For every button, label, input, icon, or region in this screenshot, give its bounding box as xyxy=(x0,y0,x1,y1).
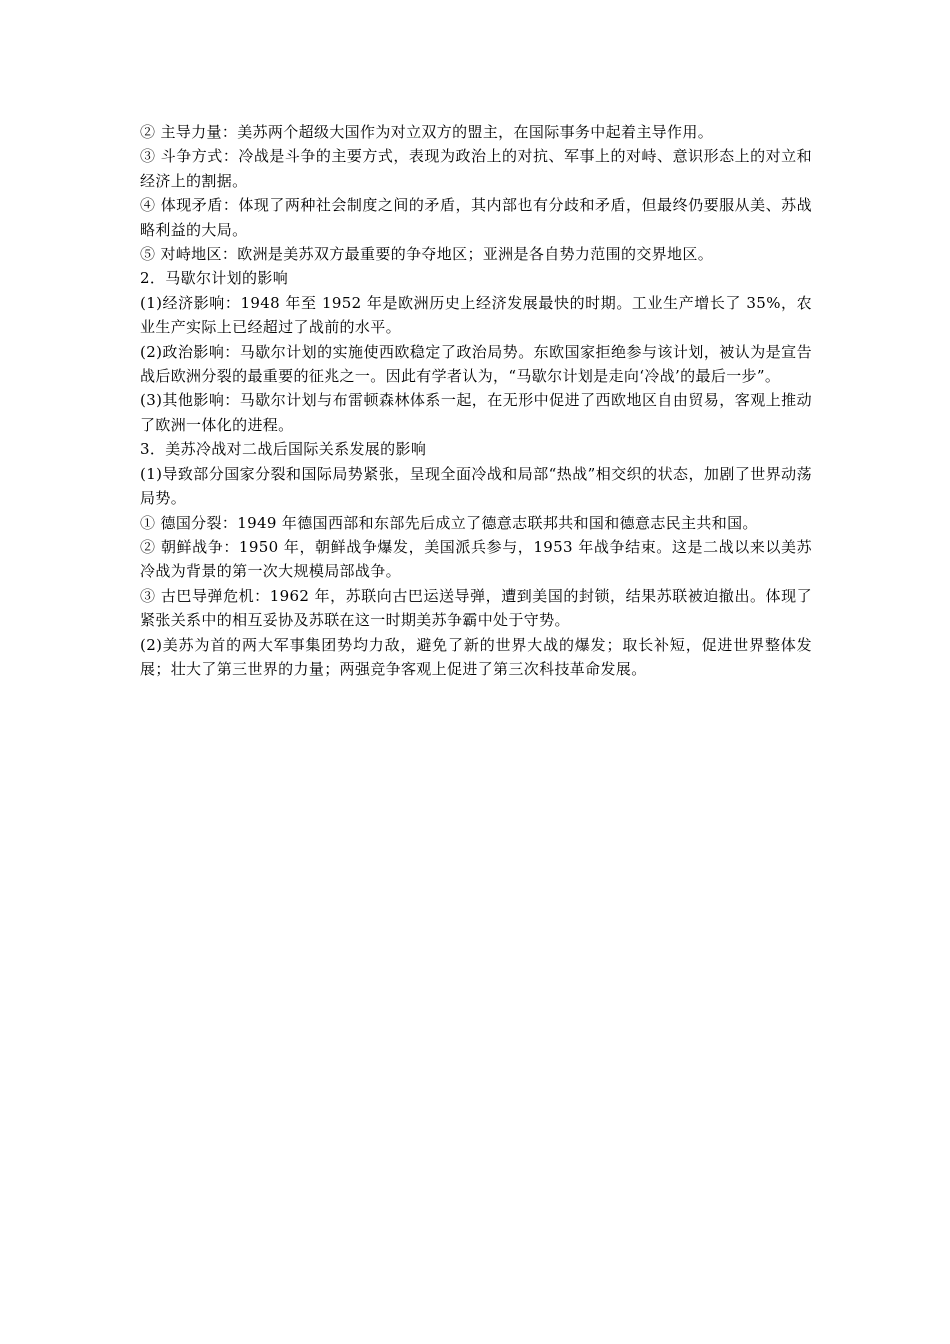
paragraph-confrontation-regions: ⑤ 对峙地区：欧洲是美苏双方最重要的争夺地区；亚洲是各自势力范围的交界地区。 xyxy=(140,245,714,264)
paragraph-other-impact: (3)其他影响：马歇尔计划与布雷顿森林体系一起，在无形中促进了西欧地区自由贸易，客观上推动了欧洲一体化的进程。 xyxy=(140,391,812,434)
paragraph-political-impact: (2)政治影响：马歇尔计划的实施使西欧稳定了政治局势。东欧国家拒绝参与该计划，被认为是宣告战后欧洲分裂的最重要的征兆之一。因此有学者认为，“马歇尔计划是走向‘冷战’的最后一步”。 xyxy=(140,342,812,386)
paragraph-korean-war: ② 朝鲜战争：1950 年，朝鲜战争爆发，美国派兵参与，1953 年战争结束。这是二战以来以美苏冷战为背景的第一次大规模局部战争。 xyxy=(140,537,812,581)
paragraph-cuban-missile-crisis: ③ 古巴导弹危机：1962 年，苏联向古巴运送导弹，遭到美国的封锁，结果苏联被迫撤出。体现了紧张关系中的相互妥协及苏联在这一时期美苏争霸中处于守势。 xyxy=(140,586,812,630)
document-body xyxy=(140,120,812,681)
paragraph-economic-impact: (1)经济影响：1948 年至 1952 年是欧洲历史上经济发展最快的时期。工业生产增长了 35%，农业生产实际上已经超过了战前的水平。 xyxy=(140,293,812,337)
paragraph-division-tension: (1)导致部分国家分裂和国际局势紧张，呈现全面冷战和局部“热战”相交织的状态，加剧了世界动荡局势。 xyxy=(140,464,812,508)
paragraph-germany-division: ① 德国分裂：1949 年德国西部和东部先后成立了德意志联邦共和国和德意志民主共和国。 xyxy=(140,513,758,532)
paragraph-leading-force: ② 主导力量：美苏两个超级大国作为对立双方的盟主，在国际事务中起着主导作用。 xyxy=(140,123,714,141)
paragraph-balance-of-power: (2)美苏为首的两大军事集团势均力敌，避免了新的世界大战的爆发；取长补短，促进世界整体发展；壮大了第三世界的力量；两强竞争客观上促进了第三次科技革命发展。 xyxy=(140,635,812,678)
section-heading-marshall-plan: 2．马歇尔计划的影响 xyxy=(140,269,289,288)
section-heading-cold-war-impact: 3．美苏冷战对二战后国际关系发展的影响 xyxy=(140,440,427,459)
paragraph-struggle-method: ③ 斗争方式：冷战是斗争的主要方式，表现为政治上的对抗、军事上的对峙、意识形态上的对立和经济上的割据。 xyxy=(140,147,812,190)
paragraph-contradiction: ④ 体现矛盾：体现了两种社会制度之间的矛盾，其内部也有分歧和矛盾，但最终仍要服从美、苏战略利益的大局。 xyxy=(140,196,812,239)
